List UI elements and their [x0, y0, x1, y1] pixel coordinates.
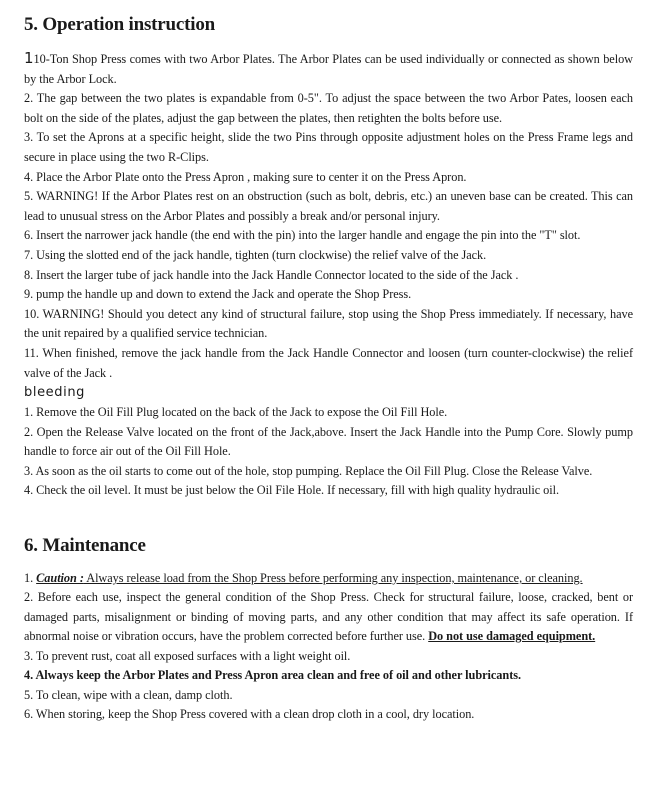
- operation-step-10-warning: 10. WARNING! Should you detect any kind of structural failure, stop using the Shop Press immediately. If necessary, have the unit repaired by a qualified service technician.: [24, 306, 633, 341]
- operation-step-3: 3. To set the Aprons at a specific height, slide the two Pins through opposite adjustment holes on the Press Frame legs and secure in place using the two R-Clips.: [24, 130, 633, 164]
- operation-step-6: 6. Insert the narrower jack handle (the end with the pin) into the larger handle and engage the pin into the "T" slot.: [24, 228, 581, 243]
- bleeding-heading: bleeding: [24, 385, 86, 401]
- maintenance-step-5: 5. To clean, wipe with a clean, damp cloth.: [24, 687, 233, 702]
- maintenance-step-4: 4. Always keep the Arbor Plates and Press Apron area clean and free of oil and other lubricants.: [24, 668, 521, 683]
- bleeding-step-3: 3. As soon as the oil starts to come out of the hole, stop pumping. Replace the Oil Fill Plug. Close the Release Valve.: [24, 463, 593, 478]
- caution-label: Caution :: [36, 571, 84, 586]
- maintenance-list: [24, 569, 633, 724]
- maintenance-step-2: 2. Before each use, inspect the general condition of the Shop Press. Check for structural failure, loose, cracked, bent or damaged parts, misalignment or binding of moving parts, and any other condition that may affect its safe operation. If abnormal noise or vibration occurs, have the problem corrected before further use. Do not use damaged equipment.: [24, 590, 633, 644]
- operation-step-1: 110-Ton Shop Press comes with two Arbor Plates. The Arbor Plates can be used individually or connected as shown below by the Arbor Lock.: [24, 49, 633, 86]
- bleeding-list: [24, 403, 633, 501]
- maintenance-step-1: 1. Caution : Always release load from the Shop Press before performing any inspection, maintenance, or cleaning.: [24, 571, 583, 586]
- damaged-equipment-warning: Do not use damaged equipment.: [428, 629, 596, 644]
- operation-step-2: 2. The gap between the two plates is expandable from 0-5". To adjust the space between the two Arbor Pates, loosen each bolt on the side of the plates, adjust the gap between the plates, then retighten the bolts before use.: [24, 91, 633, 125]
- operation-step-4: 4. Place the Arbor Plate onto the Press Apron , making sure to center it on the Press Apron.: [24, 169, 467, 184]
- maintenance-step-6: 6. When storing, keep the Shop Press covered with a clean drop cloth in a cool, dry location.: [24, 706, 475, 721]
- bleeding-step-2: 2. Open the Release Valve located on the front of the Jack,above. Insert the Jack Handle into the Pump Core. Slowly pump handle to force air out of the Oil Fill Hole.: [24, 424, 633, 459]
- maintenance-step-3: 3. To prevent rust, coat all exposed surfaces with a light weight oil.: [24, 648, 351, 663]
- operation-step-5-warning: 5. WARNING! If the Arbor Plates rest on an obstruction (such as bolt, debris, etc.) an uneven base can be created. This can lead to unusual stress on the Arbor Plates and possibly a break and/or personal injury.: [24, 189, 633, 223]
- section-title-operation: 5. Operation instruction: [24, 14, 216, 35]
- step-1-number: 1: [24, 49, 34, 67]
- section-title-maintenance: 6. Maintenance: [24, 535, 146, 557]
- bleeding-step-4: 4. Check the oil level. It must be just below the Oil File Hole. If necessary, fill with high quality hydraulic oil.: [24, 483, 560, 498]
- operation-step-8: 8. Insert the larger tube of jack handle into the Jack Handle Connector located to the side of the Jack .: [24, 267, 519, 282]
- operation-list: [24, 49, 633, 383]
- bleeding-step-1: 1. Remove the Oil Fill Plug located on the back of the Jack to expose the Oil Fill Hole.: [24, 405, 448, 420]
- operation-step-7: 7. Using the slotted end of the jack handle, tighten (turn clockwise) the relief valve of the Jack.: [24, 247, 487, 262]
- operation-step-11: 11. When finished, remove the jack handle from the Jack Handle Connector and loosen (turn counter-clockwise) the relief valve of the Jack .: [24, 345, 633, 380]
- operation-step-9: 9. pump the handle up and down to extend the Jack and operate the Shop Press.: [24, 287, 412, 302]
